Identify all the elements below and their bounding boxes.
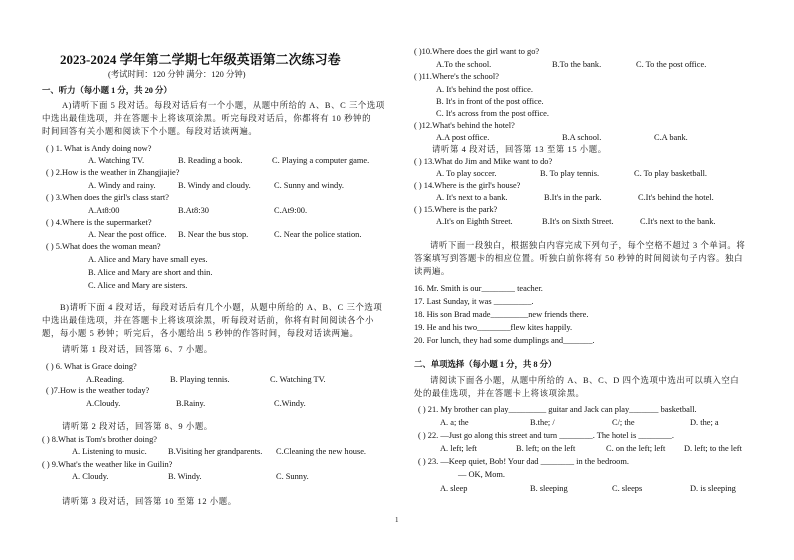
- page-number: 1: [395, 516, 399, 524]
- option: A.Reading.: [86, 375, 125, 384]
- option: B. Alice and Mary are short and thin.: [88, 268, 213, 277]
- question-10: ( )10.Where does the girl want to go?: [414, 47, 540, 56]
- option: B.It's in the park.: [544, 193, 602, 202]
- part-a-intro: 时间回答有关小题和阅读下个小题。每段对话读两遍。: [42, 127, 258, 136]
- question-2: ( ) 2.How is the weather in Zhangjiajie?: [46, 168, 180, 177]
- option: A. It's next to a bank.: [436, 193, 508, 202]
- dialog-2-instruction: 请听第 2 段对话，回答第 8、9 小题。: [62, 422, 213, 431]
- dialog-1-instruction: 请听第 1 段对话，回答第 6、7 小题。: [62, 345, 213, 354]
- option: B. Reading a book.: [178, 156, 243, 165]
- question-13: ( ) 13.What do Jim and Mike want to do?: [414, 157, 553, 166]
- question-9: ( ) 9.What's the weather like in Guilin?: [42, 460, 173, 469]
- question-23-reply: — OK, Mom.: [458, 470, 505, 479]
- monologue-instruction: 请听下面一段独白，根据独白内容完成下列句子，每个空格不超过 3 个单词。将: [430, 241, 746, 250]
- option: A. Cloudy.: [72, 472, 109, 481]
- option: B.Visiting her grandparents.: [168, 447, 263, 456]
- option: B. Windy.: [168, 472, 202, 481]
- option: A.A post office.: [436, 133, 490, 142]
- question-11: ( )11.Where's the school?: [414, 72, 499, 81]
- section-2-intro: 请阅读下面各小题，从题中所给的 A、B、C、D 四个选项中选出可以填入空白: [430, 376, 740, 385]
- option: B.A school.: [562, 133, 602, 142]
- question-19: 19. He and his two________flew kites happily.: [414, 323, 573, 332]
- option: B.the; /: [530, 418, 555, 427]
- question-14: ( ) 14.Where is the girl's house?: [414, 181, 521, 190]
- part-a-intro: A)请听下面 5 段对话。每段对话后有一个小题，从题中所给的 A、B、C 三个选项: [62, 101, 385, 110]
- option: D. the; a: [690, 418, 719, 427]
- question-1: ( ) 1. What is Andy doing now?: [46, 144, 152, 153]
- question-16: 16. Mr. Smith is our________ teacher.: [414, 284, 543, 293]
- option: A. Alice and Mary have small eyes.: [88, 255, 208, 264]
- option: B. Windy and cloudy.: [178, 181, 251, 190]
- option: B.Rainy.: [176, 399, 206, 408]
- option: C. on the left; left: [606, 444, 666, 453]
- section-2-heading: 二、单项选择（每小题 1 分，共 8 分）: [414, 360, 557, 369]
- option: C. Alice and Mary are sisters.: [88, 281, 188, 290]
- monologue-instruction: 读两遍。: [414, 267, 450, 276]
- option: A.To the school.: [436, 60, 492, 69]
- option: C. Watching TV.: [270, 375, 326, 384]
- question-3: ( ) 3.When does the girl's class start?: [46, 193, 169, 202]
- option: C. Sunny.: [276, 472, 309, 481]
- option: D. is sleeping: [690, 484, 736, 493]
- question-7: ( )7.How is the weather today?: [46, 386, 150, 395]
- option: A. Windy and rainy.: [88, 181, 156, 190]
- section-2-intro: 处的最佳选项，并在答题卡上将该项涂黑。: [414, 389, 585, 398]
- option: B. sleeping: [530, 484, 568, 493]
- option: A.At8:00: [88, 206, 120, 215]
- part-b-intro: B)请听下面 4 段对话，每段对话后有几个小题，从题中所给的 A、B、C 三个选项: [60, 303, 383, 312]
- option: C.A bank.: [654, 133, 688, 142]
- monologue-instruction: 答案填写到答题卡的相应位置。听独白前你将有 50 秒钟的时间阅读句子内容。独白: [414, 254, 744, 263]
- question-6: ( ) 6. What is Grace doing?: [46, 362, 137, 371]
- question-21: ( ) 21. My brother can play_________ guitar and Jack can play_______ basketball.: [418, 405, 697, 414]
- option: B. It's in front of the post office.: [436, 97, 544, 106]
- question-23: ( ) 23. —Keep quiet, Bob! Your dad ________ in the bedroom.: [418, 457, 629, 466]
- option: B.To the bank.: [552, 60, 602, 69]
- question-22: ( ) 22. —Just go along this street and turn ________. The hotel is ________.: [418, 431, 674, 440]
- option: C.Cleaning the new house.: [276, 447, 367, 456]
- option: C. Sunny and windy.: [274, 181, 344, 190]
- section-1-heading: 一、听力（每小题 1 分，共 20 分）: [42, 86, 172, 95]
- question-17: 17. Last Sunday, it was _________.: [414, 297, 534, 306]
- option: C.It's next to the bank.: [640, 217, 716, 226]
- dialog-3-instruction: 请听第 3 段对话，回答第 10 至第 12 小题。: [62, 497, 237, 506]
- option: C/; the: [612, 418, 635, 427]
- option: A. It's behind the post office.: [436, 85, 533, 94]
- option: B.At8:30: [178, 206, 209, 215]
- option: A. Near the post office.: [88, 230, 167, 239]
- question-20: 20. For lunch, they had some dumplings and_______.: [414, 336, 595, 345]
- option: A. a; the: [440, 418, 469, 427]
- option: B.It's on Sixth Street.: [542, 217, 614, 226]
- option: B. left; on the left: [516, 444, 576, 453]
- option: C.It's behind the hotel.: [638, 193, 714, 202]
- option: D. left; to the left: [684, 444, 742, 453]
- option: B. Near the bus stop.: [178, 230, 249, 239]
- exam-info: (考试时间：120 分钟 满分：120 分钟): [108, 70, 246, 79]
- option: A.It's on Eighth Street.: [436, 217, 513, 226]
- option: C. To play basketball.: [634, 169, 707, 178]
- option: C. sleeps: [612, 484, 643, 493]
- option: A. To play soccer.: [436, 169, 497, 178]
- option: C. It's across from the post office.: [436, 109, 549, 118]
- question-5: ( ) 5.What does the woman mean?: [46, 242, 161, 251]
- option: C. To the post office.: [636, 60, 707, 69]
- part-b-intro: 题，每小题 5 秒钟；听完后，各小题给出 5 秒钟的作答时间，每段对话读两遍。: [42, 329, 359, 338]
- question-12: ( )12.What's behind the hotel?: [414, 121, 515, 130]
- dialog-4-instruction: 请听第 4 段对话，回答第 13 至第 15 小题。: [432, 145, 607, 154]
- option: C.Windy.: [274, 399, 306, 408]
- option: A. left; left: [440, 444, 477, 453]
- question-18: 18. His son Brad made_________new friends there.: [414, 310, 589, 319]
- question-8: ( ) 8.What is Tom's brother doing?: [42, 435, 157, 444]
- exam-title: 2023-2024 学年第二学期七年级英语第二次练习卷: [60, 52, 341, 67]
- option: C.At9:00.: [274, 206, 308, 215]
- option: C. Playing a computer game.: [272, 156, 370, 165]
- option: C. Near the police station.: [274, 230, 362, 239]
- option: B. To play tennis.: [540, 169, 600, 178]
- option: A. sleep: [440, 484, 468, 493]
- part-a-intro: 中选出最佳选项，并在答题卡上将该项涂黑。听完每段对话后，你都将有 10 秒钟的: [42, 114, 372, 123]
- option: A. Watching TV.: [88, 156, 145, 165]
- option: B. Playing tennis.: [170, 375, 230, 384]
- part-b-intro: 中选出最佳选项，并在答题卡上将该项涂黑，听每段对话前，你将有时间阅读各个小: [42, 316, 375, 325]
- question-15: ( ) 15.Where is the park?: [414, 205, 498, 214]
- option: A. Listening to music.: [72, 447, 147, 456]
- option: A.Cloudy.: [86, 399, 121, 408]
- question-4: ( ) 4.Where is the supermarket?: [46, 218, 152, 227]
